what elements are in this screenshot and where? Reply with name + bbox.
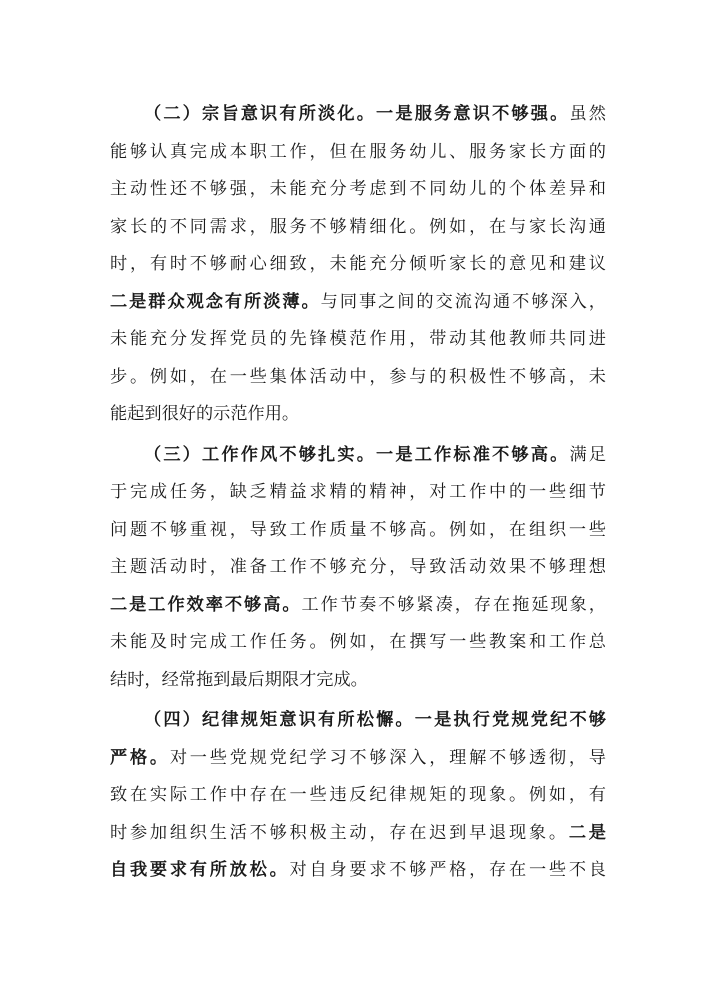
bold-text: 严格。 (110, 747, 170, 768)
body-text: 结时，经常拖到最后期限才完成。 (110, 669, 368, 690)
paragraph (110, 437, 606, 700)
text-line (110, 359, 606, 397)
body-text: 能够认真完成本职工作，但在服务幼儿、服务家长方面的 (110, 141, 606, 162)
body-text: 时，有时不够耐心细致，未能充分倾听家长的意见和建议 (110, 254, 606, 274)
text-line (110, 209, 606, 247)
bold-text: 二是 (568, 822, 606, 843)
body-text: 家长的不同需求，服务不够精细化。例如，在与家长沟通 (110, 216, 606, 237)
paragraph (110, 96, 606, 434)
text-line (110, 740, 606, 778)
body-text: 对自身要求不够严格，存在一些不良 (289, 860, 606, 880)
body-text: 于完成任务，缺乏精益求精的精神，对工作中的一些细节 (110, 482, 606, 502)
text-line (110, 474, 606, 512)
bold-text: 二是工作效率不够高。 (110, 594, 302, 615)
body-text: 虽然 (569, 104, 606, 124)
document-body (110, 96, 606, 890)
text-line (110, 512, 606, 550)
body-text: 时参加组织生活不够积极主动，存在迟到早退现象。 (110, 822, 569, 843)
body-text: 对一些党规党纪学习不够深入，理解不够透彻，导 (169, 747, 606, 768)
body-text: 未能及时完成工作任务。例如，在撰写一些教案和工作总 (110, 632, 606, 652)
body-text: 能起到很好的示范作用。 (110, 404, 300, 424)
body-text: 致在实际工作中存在一些违反纪律规矩的现象。例如，有 (110, 785, 606, 805)
bold-text: （三）工作作风不够扎实。一是工作标准不够高。 (144, 444, 570, 465)
text-line (110, 777, 606, 815)
body-text: 主动性还不够强，未能充分考虑到不同幼儿的个体差异和 (110, 179, 606, 199)
text-line (110, 96, 606, 134)
body-text: 主题活动时，准备工作不够充分，导致活动效果不够理想 (110, 557, 606, 577)
text-line (110, 437, 606, 475)
text-line (110, 171, 606, 209)
body-text: 工作节奏不够紧凑，存在拖延现象， (301, 594, 606, 615)
body-text: 问题不够重视，导致工作质量不够高。例如，在组织一些 (110, 519, 606, 540)
bold-text: （二）宗旨意识有所淡化。一是服务意识不够强。 (144, 104, 570, 124)
text-line (110, 815, 606, 853)
text-line (110, 852, 606, 890)
text-line (110, 662, 606, 700)
body-text: 与同事之间的交流沟通不够深入， (320, 291, 606, 312)
text-line (110, 321, 606, 359)
body-text: 满足 (569, 444, 606, 465)
bold-text: 二是群众观念有所淡薄。 (110, 291, 321, 312)
text-line (110, 624, 606, 662)
text-line (110, 246, 606, 284)
text-line (110, 134, 606, 172)
body-text: 步。例如，在一些集体活动中，参与的积极性不够高，未 (110, 366, 606, 387)
paragraph (110, 702, 606, 890)
body-text: 未能充分发挥党员的先锋模范作用，带动其他教师共同进 (110, 329, 606, 349)
text-line (110, 396, 606, 434)
text-line (110, 702, 606, 740)
bold-text: 自我要求有所放松。 (110, 860, 290, 880)
bold-text: （四）纪律规矩意识有所松懈。一是执行党规党纪不够 (144, 710, 606, 730)
text-line (110, 284, 606, 322)
text-line (110, 587, 606, 625)
text-line (110, 549, 606, 587)
